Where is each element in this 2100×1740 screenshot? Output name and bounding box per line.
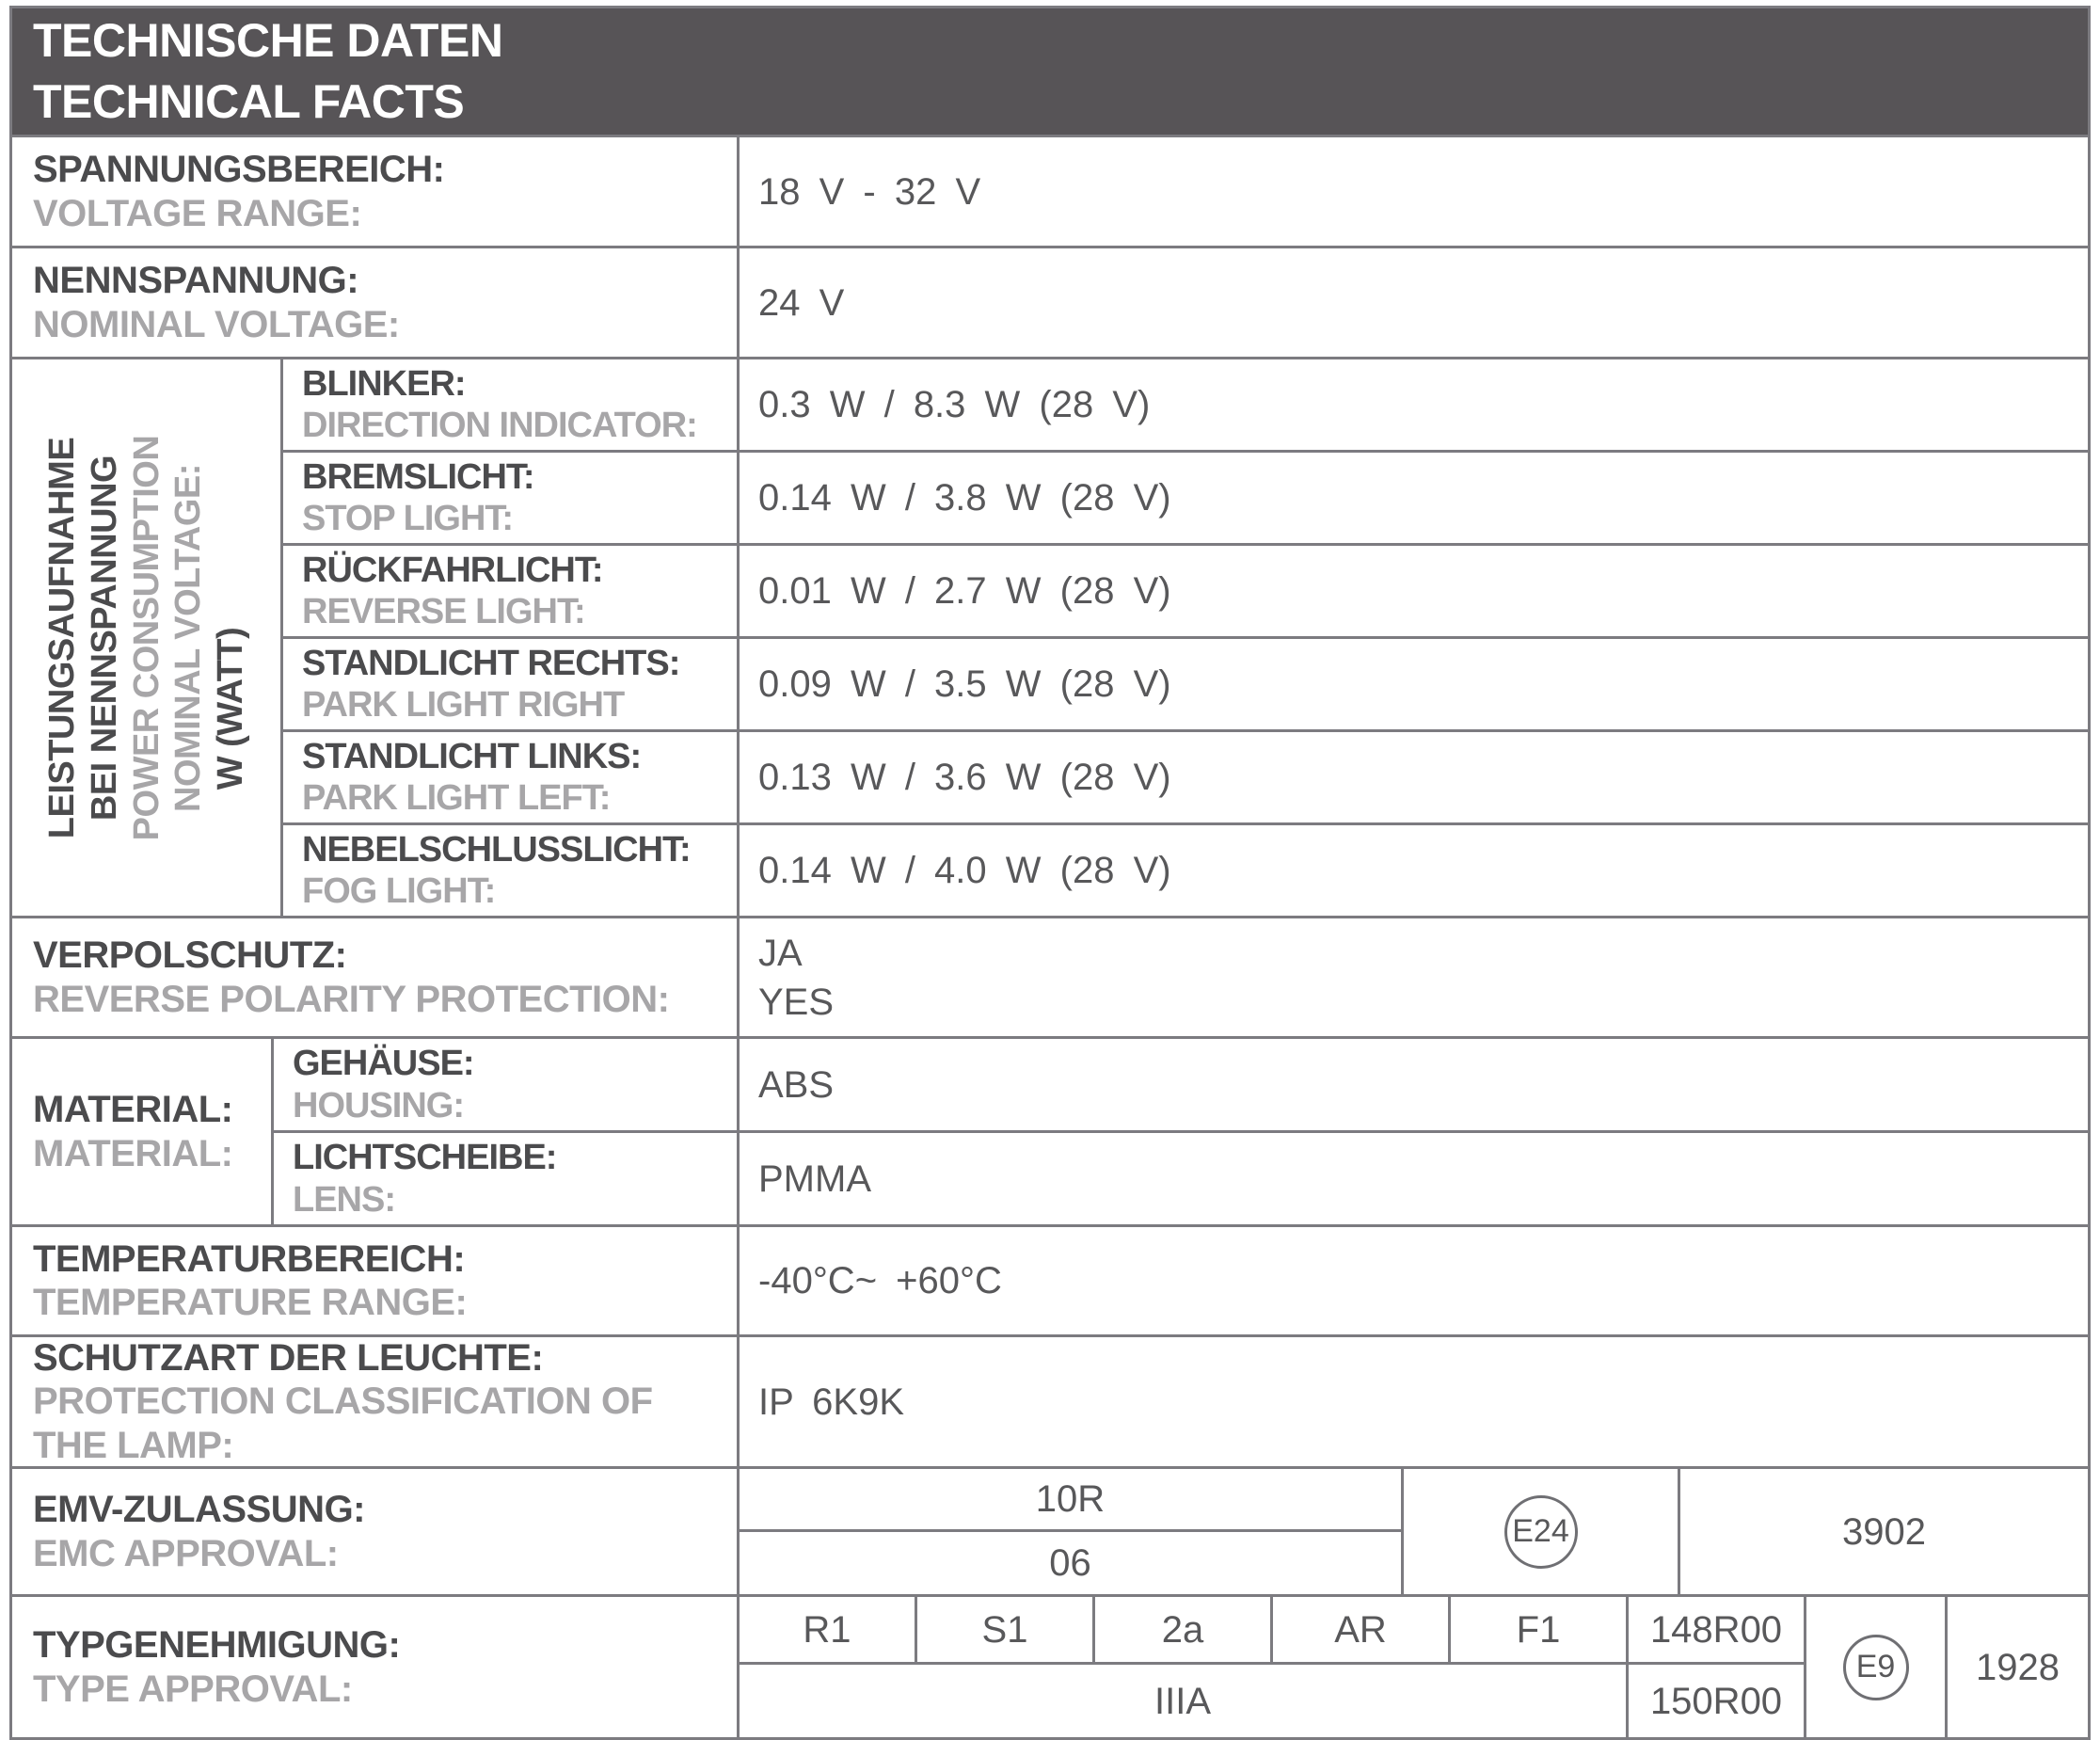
material-rows bbox=[271, 1039, 2088, 1224]
label-direction-indicator: BLINKER: DIRECTION INDICATOR: bbox=[302, 363, 697, 445]
row-temperature-range bbox=[12, 1224, 2088, 1334]
row-park-light-left bbox=[283, 729, 2088, 822]
e9-mark-icon: E9 bbox=[1843, 1635, 1909, 1700]
label-emc-approval bbox=[12, 1469, 737, 1594]
label-en: REVERSE POLARITY PROTECTION: bbox=[33, 978, 670, 1020]
label-de: EMV-ZULASSUNG: bbox=[33, 1489, 365, 1531]
row-nominal-voltage bbox=[12, 246, 2088, 357]
type-approval-number-cell: 1928 bbox=[1945, 1597, 2088, 1737]
row-reverse-polarity bbox=[12, 916, 2088, 1036]
type-approval-cell: F1 bbox=[1448, 1597, 1626, 1665]
emc-regulation-cell: 10R bbox=[740, 1469, 1401, 1532]
value-direction-indicator: 0.3 W / 8.3 W (28 V) bbox=[737, 359, 2088, 450]
label-de: NENNSPANNUNG: bbox=[33, 260, 359, 302]
label-de: VERPOLSCHUTZ: bbox=[33, 934, 347, 977]
label-protection-class bbox=[12, 1337, 737, 1466]
header-title-de: TECHNISCHE DATEN bbox=[33, 14, 503, 67]
label-en: NOMINAL VOLTAGE: bbox=[33, 303, 400, 345]
label-stop-light: BREMSLICHT: STOP LIGHT: bbox=[302, 456, 534, 538]
value-park-light-left: 0.13 W / 3.6 W (28 V) bbox=[737, 732, 2088, 822]
label-de: TYPGENEHMIGUNG: bbox=[33, 1624, 401, 1667]
value-voltage-range: 18 V - 32 V bbox=[737, 137, 2088, 246]
value-park-light-right: 0.09 W / 3.5 W (28 V) bbox=[737, 639, 2088, 729]
rotated-label-text: LEISTUNGSAUFNAHME BEI NENNSPANNUNG POWER CONSUMPTION NOMINAL VOLTAGE: W (WATT) bbox=[40, 366, 251, 910]
label-lens: LICHTSCHEIBE: LENS: bbox=[293, 1138, 557, 1220]
watt-unit-label: W (WATT) bbox=[210, 627, 250, 790]
label-de: TEMPERATURBEREICH: bbox=[33, 1237, 466, 1280]
value-protection-class: IP 6K9K bbox=[737, 1337, 2088, 1466]
label-en-line2: THE LAMP: bbox=[33, 1424, 234, 1466]
label-en: VOLTAGE RANGE: bbox=[33, 192, 362, 234]
label-de: SPANNUNGSBEREICH: bbox=[33, 149, 445, 191]
type-approval-cell: R1 bbox=[740, 1597, 915, 1665]
label-voltage-range bbox=[12, 137, 737, 246]
label-type-approval bbox=[12, 1597, 737, 1737]
label-park-light-right: STANDLICHT RECHTS: PARK LIGHT RIGHT bbox=[302, 643, 680, 725]
type-approval-cell: AR bbox=[1270, 1597, 1448, 1665]
label-reverse-polarity bbox=[12, 918, 737, 1036]
value-housing: ABS bbox=[737, 1039, 2088, 1130]
technical-data-table bbox=[9, 6, 2091, 1740]
value-reverse-light: 0.01 W / 2.7 W (28 V) bbox=[737, 546, 2088, 636]
label-temperature-range bbox=[12, 1227, 737, 1334]
row-lens bbox=[274, 1130, 2088, 1224]
value-lens: PMMA bbox=[737, 1133, 2088, 1224]
row-protection-class bbox=[12, 1334, 2088, 1466]
emc-approval-cells bbox=[737, 1469, 2088, 1594]
row-reverse-light bbox=[283, 543, 2088, 636]
header-title-en: TECHNICAL FACTS bbox=[33, 75, 465, 128]
label-park-light-left: STANDLICHT LINKS: PARK LIGHT LEFT: bbox=[302, 736, 642, 818]
type-approval-e-mark-cell bbox=[1804, 1597, 1945, 1737]
label-housing: GEHÄUSE: HOUSING: bbox=[293, 1044, 474, 1125]
row-fog-light bbox=[283, 822, 2088, 916]
label-fog-light: NEBELSCHLUSSLICHT: FOG LIGHT: bbox=[302, 829, 691, 911]
table-header bbox=[12, 8, 2088, 135]
row-stop-light bbox=[283, 450, 2088, 543]
type-approval-cell: S1 bbox=[915, 1597, 1092, 1665]
value-reverse-polarity: JA YES bbox=[737, 918, 2088, 1036]
value-stop-light: 0.14 W / 3.8 W (28 V) bbox=[737, 453, 2088, 543]
type-approval-cells bbox=[737, 1597, 2088, 1737]
e24-mark-icon: E24 bbox=[1504, 1495, 1578, 1569]
row-power-consumption bbox=[12, 357, 2088, 916]
emc-version-cell: 06 bbox=[1049, 1541, 1091, 1584]
type-approval-second-reg-cell: 150R00 bbox=[1626, 1665, 1804, 1737]
row-park-light-right bbox=[283, 636, 2088, 729]
type-approval-cell: 148R00 bbox=[1626, 1597, 1804, 1665]
label-en: EMC APPROVAL: bbox=[33, 1532, 339, 1574]
label-nominal-voltage bbox=[12, 248, 737, 357]
label-en: TEMPERATURE RANGE: bbox=[33, 1282, 468, 1323]
row-material bbox=[12, 1036, 2088, 1224]
label-de: SCHUTZART DER LEUCHTE: bbox=[33, 1336, 544, 1379]
label-material: MATERIAL: MATERIAL: bbox=[33, 1089, 233, 1174]
type-approval-span-cell: IIIA bbox=[1153, 1680, 1212, 1722]
value-temperature-range: -40°C~ +60°C bbox=[737, 1227, 2088, 1334]
row-voltage-range bbox=[12, 135, 2088, 246]
value-nominal-voltage: 24 V bbox=[737, 248, 2088, 357]
power-consumption-rotated-label bbox=[12, 359, 280, 916]
row-direction-indicator bbox=[283, 359, 2088, 450]
emc-e-mark-cell bbox=[1401, 1469, 1678, 1594]
type-approval-cell: 2a bbox=[1092, 1597, 1270, 1665]
value-fog-light: 0.14 W / 4.0 W (28 V) bbox=[737, 825, 2088, 916]
power-consumption-rows bbox=[280, 359, 2088, 916]
row-emc-approval bbox=[12, 1466, 2088, 1594]
row-housing bbox=[274, 1039, 2088, 1130]
label-reverse-light: RÜCKFAHRLICHT: REVERSE LIGHT: bbox=[302, 550, 603, 631]
label-en-line1: PROTECTION CLASSIFICATION OF bbox=[33, 1381, 653, 1423]
row-type-approval bbox=[12, 1594, 2088, 1737]
emc-number-cell: 3902 bbox=[1678, 1469, 2088, 1594]
label-en: TYPE APPROVAL: bbox=[33, 1668, 353, 1710]
